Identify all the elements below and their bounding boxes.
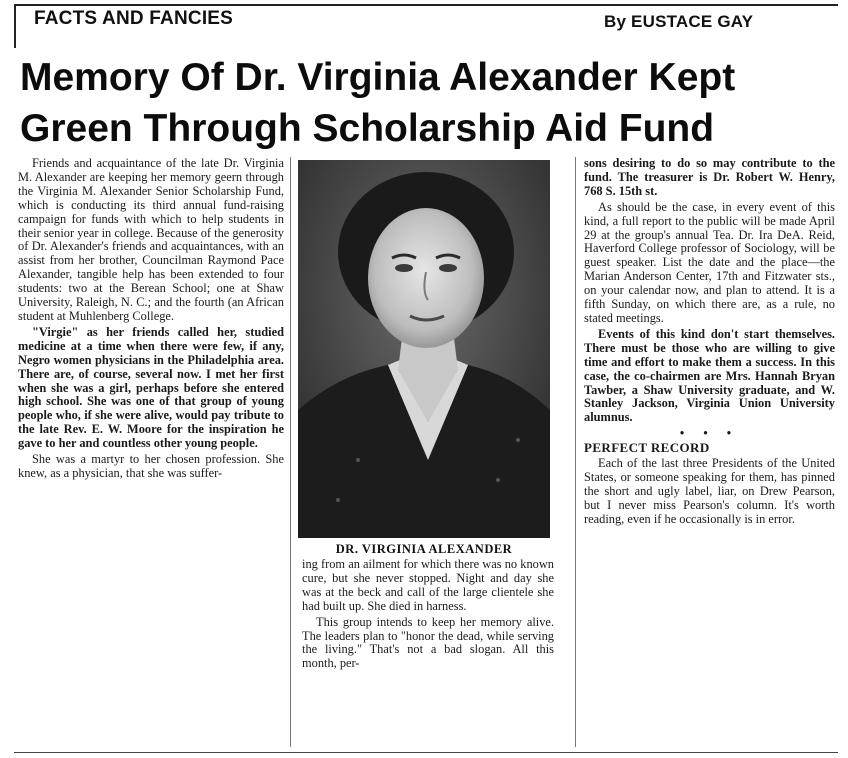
headline-line-1: Memory Of Dr. Virginia Alexander Kept bbox=[20, 56, 736, 99]
article-column-1 bbox=[18, 157, 284, 481]
bottom-rule bbox=[14, 752, 838, 753]
paragraph: Events of this kind don't start themselves. There must be those who are willing to give time and effort to make them a success. In this case, the co-chairmen are Mrs. Hannah Bryan Tawber, a Shaw University graduate, and W. Stanley Jackson, Virginia Union University alumnus. bbox=[584, 326, 835, 425]
portrait-image bbox=[298, 160, 550, 538]
article-column-2 bbox=[302, 558, 554, 671]
byline: By EUSTACE GAY bbox=[604, 12, 754, 31]
column-name: FACTS AND FANCIES bbox=[34, 8, 234, 29]
subheading: PERFECT RECORD bbox=[584, 440, 710, 456]
paragraph: She was a martyr to her chosen profession. She knew, as a physician, that she was suffer- bbox=[18, 452, 284, 480]
paragraph: As should be the case, in every event of this kind, a full report to the public will be made April 29 at the group's annual Tea. Dr. Ira DeA. Reid, Haverford College professor of Sociology, will be guest speaker. List the date and the place—the Marian Anderson Center, 17th and Fitzwater sts., on your calendar now, and plan to attend. It is a fifth Sunday, on which there are, as a rule, no stated meetings. bbox=[584, 199, 835, 325]
left-rule bbox=[14, 4, 16, 48]
paragraph: sons desiring to do so may contribute to the fund. The treasurer is Dr. Robert W. Henry, 768 S. 15th st. bbox=[584, 156, 835, 198]
article-column-3 bbox=[584, 157, 835, 527]
paragraph: Friends and acquaintance of the late Dr. Virginia M. Alexander are keeping her memory geern through the Virginia M. Alexander Senior Scholarship Fund, which is conducting its third annual fund-raising campaign for funds with which to help students in their senior year in college. Because of the generosity of Dr. Alexander's friends and acquaintances, with an assist from her brother, Councilman Raymond Pace Alexander, tangible help has been extended to four students: two at the Berean School; one at Shaw University, Raleigh, N. C.; and the fourth (an African student at Muhlenberg College. bbox=[18, 156, 284, 323]
portrait-photo bbox=[298, 160, 550, 538]
column-divider bbox=[575, 157, 576, 747]
section-separator: • • • bbox=[679, 426, 740, 441]
paragraph: "Virgie" as her friends called her, studied medicine at a time when there were few, if any, Negro women physicians in the Philadelphia area. There are, of course, several now. I met her first when she was a girl, perhaps before she entered high school. She was one of that group of young people who, if she were alive, would pay tribute to the late Rev. E. W. Moore for the inspiration he gave to her and countless other young people. bbox=[18, 324, 284, 451]
column-divider bbox=[290, 157, 291, 747]
top-rule bbox=[14, 4, 838, 6]
paragraph: Each of the last three Presidents of the United States, or someone speaking for them, has pinned the short and ugly label, liar, on Drew Pearson, but I never miss Pearson's column. It's worth reading, even if he occasionally is in error. bbox=[584, 456, 835, 526]
photo-caption: DR. VIRGINIA ALEXANDER bbox=[335, 542, 513, 556]
headline-line-2: Green Through Scholarship Aid Fund bbox=[20, 107, 715, 150]
paragraph: This group intends to keep her memory alive. The leaders plan to "honor the dead, while serving the living." That's not a bad slogan. All this month, per- bbox=[302, 614, 554, 671]
paragraph: ing from an ailment for which there was no known cure, but she never stopped. Night and day she was at the beck and call of the large clientele she had built up. She died in harness. bbox=[302, 557, 554, 613]
